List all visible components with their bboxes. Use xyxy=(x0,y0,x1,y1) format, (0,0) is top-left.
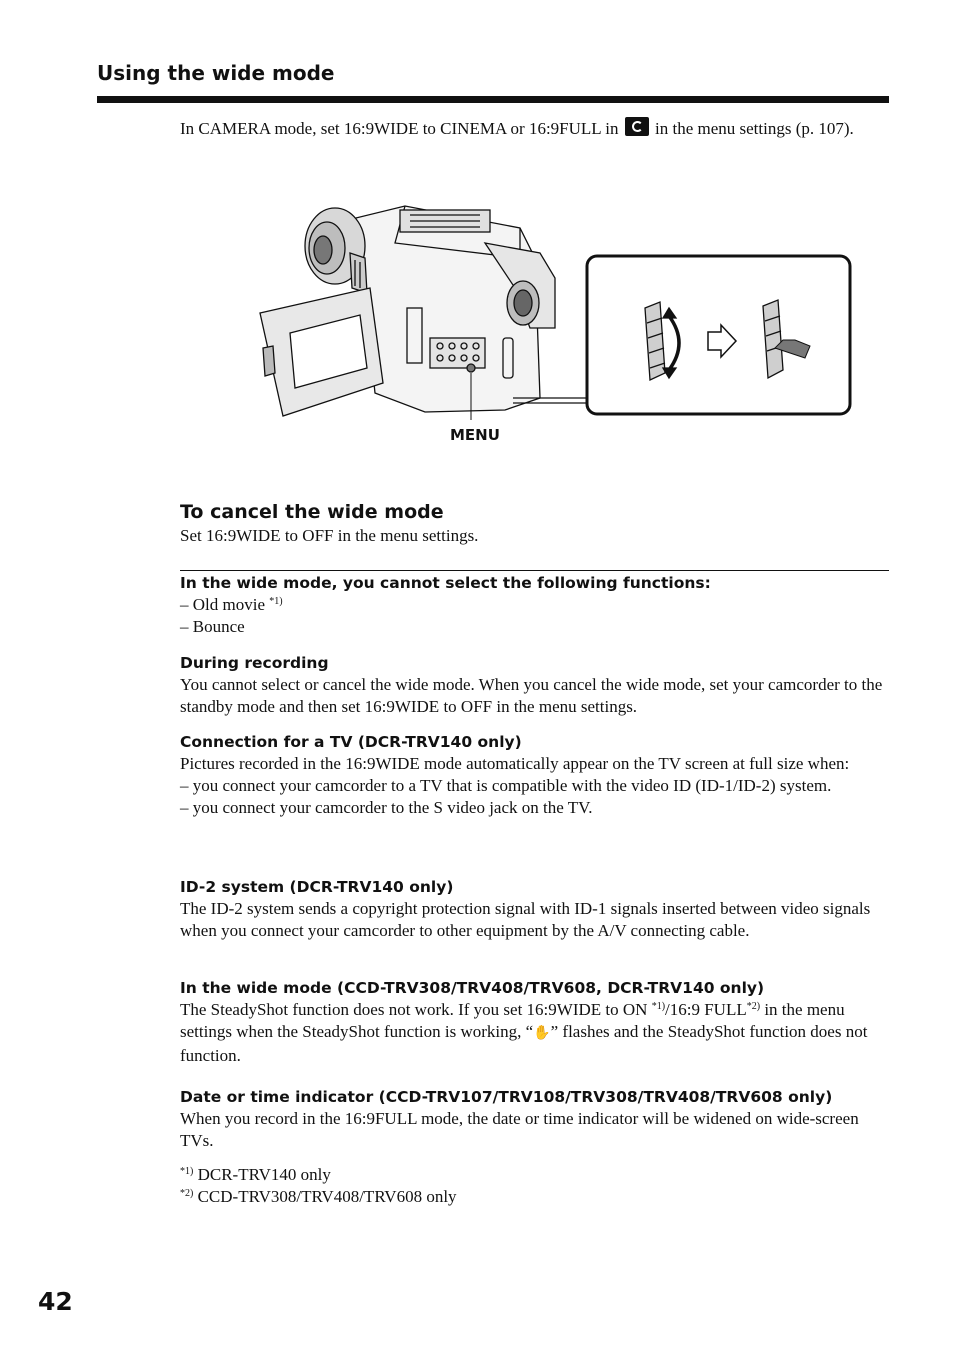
cannot-select-heading: In the wide mode, you cannot select the following functions: xyxy=(180,574,711,592)
menu-button-label: MENU xyxy=(450,426,500,444)
footnote-mark: *2) xyxy=(180,1188,194,1199)
during-recording-heading: During recording xyxy=(180,654,329,672)
wide-mode-text: /16:9 FULL xyxy=(665,1000,747,1019)
wide-mode-text: ” flashes and the SteadyShot function does not function. xyxy=(180,1022,868,1065)
camcorder-illustration xyxy=(255,198,855,450)
cannot-select-item-bounce: – Bounce xyxy=(180,617,245,636)
id2-section xyxy=(180,876,886,942)
footnotes xyxy=(180,1164,886,1208)
connection-tv-bullet: – you connect your camcorder to a TV that is compatible with the video ID (ID-1/ID-2) system. xyxy=(180,776,832,795)
wide-mode-heading: In the wide mode (CCD-TRV308/TRV408/TRV608, DCR-TRV140 only) xyxy=(180,979,765,997)
steadyshot-hand-icon: ✋ xyxy=(533,1026,551,1041)
footnote-1 xyxy=(180,1164,886,1186)
connection-tv-bullet: – you connect your camcorder to the S video jack on the TV. xyxy=(180,798,593,817)
cancel-heading: To cancel the wide mode xyxy=(180,501,444,523)
cannot-select-item-old-movie xyxy=(180,594,886,616)
id2-body: The ID-2 system sends a copyright protection signal with ID-1 signals inserted between video signals when you connect your camcorder to other equipment by the A/V connecting cable. xyxy=(180,899,871,940)
footnote-ref: *1) xyxy=(651,1001,666,1012)
footnote-ref: *2) xyxy=(746,1001,761,1012)
wide-mode-text: The SteadyShot function does not work. If you set 16:9WIDE to ON xyxy=(180,1000,652,1019)
section-divider xyxy=(97,96,889,103)
footnote-mark: *1) xyxy=(180,1166,194,1177)
intro-text xyxy=(180,117,886,140)
cancel-body: Set 16:9WIDE to OFF in the menu settings. xyxy=(180,526,479,545)
connection-tv-body: Pictures recorded in the 16:9WIDE mode automatically appear on the TV screen at full size when: xyxy=(180,754,850,773)
old-movie-text: – Old movie xyxy=(180,595,270,614)
wide-mode-body xyxy=(180,999,886,1067)
footnote-text: CCD-TRV308/TRV408/TRV608 only xyxy=(193,1187,457,1206)
during-recording-section xyxy=(180,652,886,718)
wide-mode-section xyxy=(180,977,886,1067)
date-time-heading: Date or time indicator (CCD-TRV107/TRV108/TRV308/TRV408/TRV608 only) xyxy=(180,1088,833,1106)
intro-after: in the menu settings (p. 107). xyxy=(650,119,854,138)
page-number: 42 xyxy=(38,1287,73,1316)
date-time-body: When you record in the 16:9FULL mode, the date or time indicator will be widened on wide-screen TVs. xyxy=(180,1109,859,1150)
cannot-select-section xyxy=(180,572,886,638)
camera-set-menu-icon xyxy=(625,117,649,136)
wide-mode-text: in the menu settings when the SteadyShot function is working, “ xyxy=(180,1000,845,1041)
footnote-text: DCR-TRV140 only xyxy=(193,1165,331,1184)
id2-heading: ID-2 system (DCR-TRV140 only) xyxy=(180,878,454,896)
intro-before: In CAMERA mode, set 16:9WIDE to CINEMA or 16:9FULL in xyxy=(180,119,623,138)
section-title: Using the wide mode xyxy=(97,61,335,85)
footnote-2 xyxy=(180,1186,886,1208)
connection-tv-section xyxy=(180,731,886,819)
date-time-section xyxy=(180,1086,886,1152)
footnote-ref: *1) xyxy=(269,596,283,607)
during-recording-body: You cannot select or cancel the wide mode. When you cancel the wide mode, set your camcorder to the standby mode and then set 16:9WIDE to OFF in the menu settings. xyxy=(180,675,883,716)
notes-divider xyxy=(180,570,889,571)
connection-tv-heading: Connection for a TV (DCR-TRV140 only) xyxy=(180,733,522,751)
